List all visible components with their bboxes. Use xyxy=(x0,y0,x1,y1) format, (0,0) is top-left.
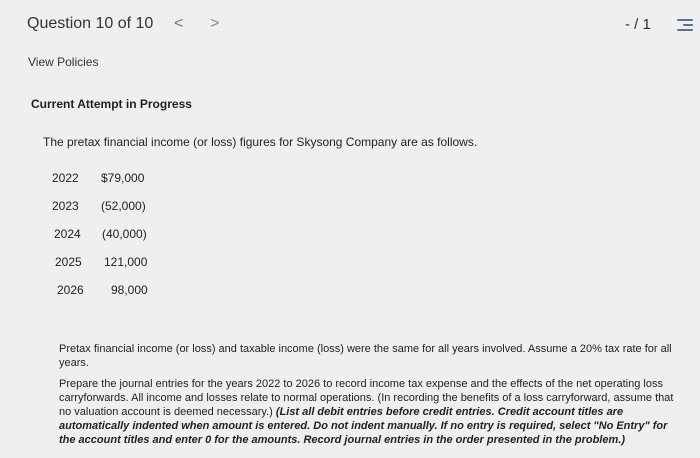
year-cell: 2023 xyxy=(52,199,79,213)
journal-instructions xyxy=(59,377,684,447)
question-counter: Question 10 of 10 xyxy=(27,15,154,32)
year-cell: 2024 xyxy=(54,227,81,241)
next-question-button[interactable]: > xyxy=(210,15,220,32)
problem-instructions xyxy=(59,342,684,454)
year-cell: 2022 xyxy=(52,171,79,185)
tax-assumption-text: Pretax financial income (or loss) and taxable income (loss) were the same for all years involved. Assume a 20% tax rate for all years. xyxy=(59,343,672,369)
question-list-icon[interactable] xyxy=(677,19,693,33)
problem-intro: The pretax financial income (or loss) figures for Skysong Company are as follows. xyxy=(43,135,478,149)
instructions-text: Prepare the journal entries for the years 2022 to 2026 to record income tax expense and the effects of the net operating loss carryforwards. All income and losses relate to normal operations. (In recording the benefits of a loss carryforward, assume that no valuation account is deemed necessary.) xyxy=(59,378,674,418)
amount-cell: 121,000 xyxy=(104,255,148,269)
instructions-emphasis: (List all debit entries before credit entries. Credit account titles are automatically indented when amount is entered. Do not indent manually. If no entry is required, select "No Entry" for the account titles and enter 0 for the amounts. Record journal entries in the order presented in the problem.) xyxy=(59,406,668,446)
previous-question-button[interactable]: < xyxy=(174,15,184,32)
amount-cell: 98,000 xyxy=(111,283,148,297)
view-policies-link[interactable]: View Policies xyxy=(28,55,99,69)
question-header xyxy=(0,0,700,48)
amount-cell: (52,000) xyxy=(101,199,146,213)
amount-cell: (40,000) xyxy=(102,227,147,241)
attempt-status: Current Attempt in Progress xyxy=(31,97,192,111)
year-cell: 2026 xyxy=(57,283,84,297)
year-cell: 2025 xyxy=(55,255,82,269)
question-score: - / 1 xyxy=(625,16,651,33)
amount-cell: $79,000 xyxy=(101,171,145,185)
